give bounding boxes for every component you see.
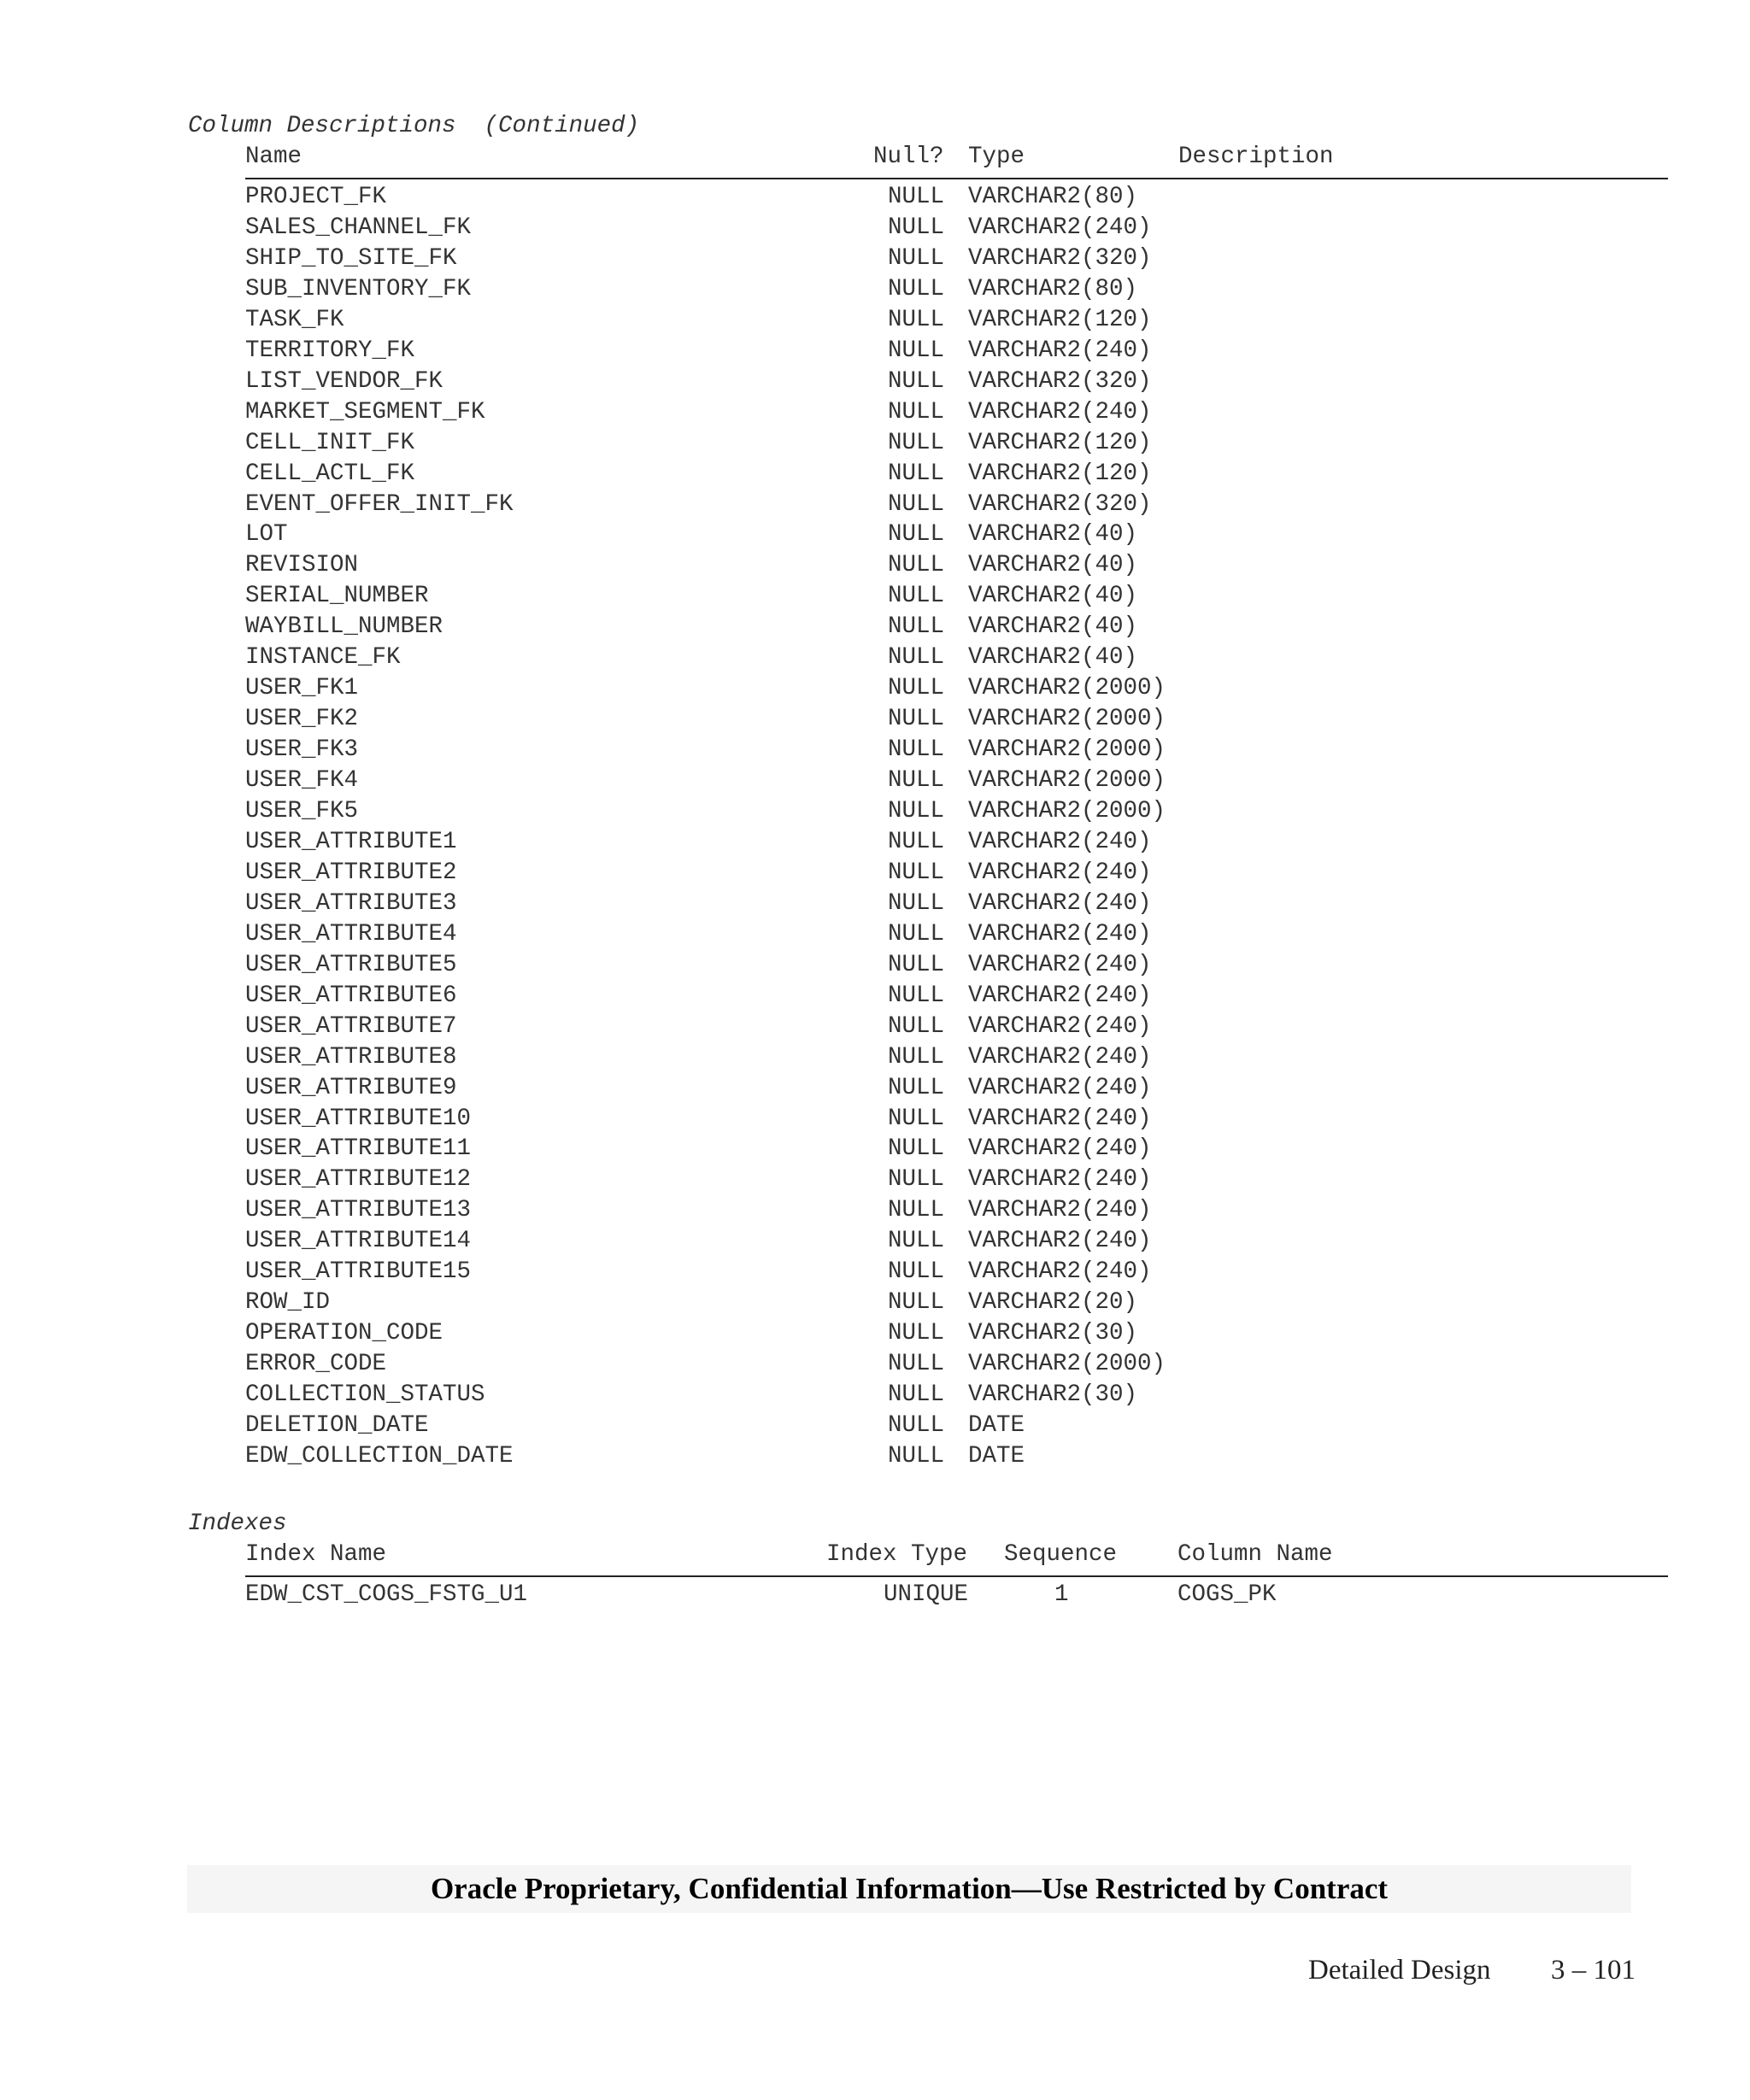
column-type-cell: VARCHAR2(320) bbox=[968, 367, 1152, 395]
column-null-cell: NULL bbox=[888, 767, 945, 795]
column-name-cell: USER_ATTRIBUTE2 bbox=[245, 859, 457, 886]
column-type-cell: VARCHAR2(240) bbox=[968, 1074, 1152, 1101]
table-row bbox=[0, 368, 1750, 399]
column-null-cell: NULL bbox=[888, 706, 945, 733]
confidential-banner bbox=[187, 1865, 1631, 1913]
column-type-cell: VARCHAR2(120) bbox=[968, 306, 1152, 333]
column-name-cell: SUB_INVENTORY_FK bbox=[245, 275, 472, 302]
table-row bbox=[0, 1044, 1750, 1075]
table-row bbox=[0, 184, 1750, 214]
column-null-cell: NULL bbox=[888, 429, 945, 456]
header-name: Name bbox=[245, 144, 302, 170]
column-name-cell: TERRITORY_FK bbox=[245, 337, 415, 364]
column-name-cell: USER_ATTRIBUTE3 bbox=[245, 889, 457, 917]
column-null-cell: NULL bbox=[888, 1381, 945, 1409]
column-type-cell: VARCHAR2(240) bbox=[968, 1228, 1152, 1255]
table-row bbox=[0, 921, 1750, 952]
column-name-cell: USER_FK3 bbox=[245, 736, 359, 764]
table-row bbox=[0, 767, 1750, 798]
column-type-cell: DATE bbox=[968, 1442, 1025, 1469]
table-row bbox=[0, 983, 1750, 1013]
column-type-cell: VARCHAR2(80) bbox=[968, 275, 1138, 302]
column-type-cell: VARCHAR2(2000) bbox=[968, 1351, 1166, 1378]
column-name-cell: LOT bbox=[245, 521, 288, 548]
column-type-cell: VARCHAR2(240) bbox=[968, 982, 1152, 1009]
table-row bbox=[0, 307, 1750, 337]
column-null-cell: NULL bbox=[888, 337, 945, 364]
table-row bbox=[0, 583, 1750, 613]
column-type-cell: DATE bbox=[968, 1412, 1025, 1439]
table-row bbox=[0, 952, 1750, 983]
column-name-cell: SHIP_TO_SITE_FK bbox=[245, 244, 457, 272]
table-row bbox=[0, 430, 1750, 460]
column-type-cell: VARCHAR2(320) bbox=[968, 490, 1152, 518]
table-row bbox=[0, 245, 1750, 276]
column-type-cell: VARCHAR2(240) bbox=[968, 859, 1152, 886]
column-type-cell: VARCHAR2(40) bbox=[968, 521, 1138, 548]
column-null-cell: NULL bbox=[888, 675, 945, 702]
column-name-cell: USER_ATTRIBUTE15 bbox=[245, 1258, 472, 1286]
column-name-cell: OPERATION_CODE bbox=[245, 1320, 443, 1347]
table-row bbox=[0, 798, 1750, 829]
column-type-cell: VARCHAR2(240) bbox=[968, 1105, 1152, 1132]
column-name-cell: USER_ATTRIBUTE12 bbox=[245, 1166, 472, 1194]
table-row bbox=[0, 1581, 1750, 1612]
column-null-cell: NULL bbox=[888, 583, 945, 610]
column-null-cell: NULL bbox=[888, 1412, 945, 1439]
column-name-cell: USER_FK2 bbox=[245, 706, 359, 733]
column-type-cell: VARCHAR2(240) bbox=[968, 920, 1152, 947]
column-name-cell: USER_ATTRIBUTE1 bbox=[245, 828, 457, 855]
table-row bbox=[0, 399, 1750, 430]
table-row bbox=[0, 829, 1750, 859]
column-type-cell: VARCHAR2(40) bbox=[968, 552, 1138, 579]
column-null-cell: NULL bbox=[888, 490, 945, 518]
column-null-cell: NULL bbox=[888, 828, 945, 855]
column-name-cell: USER_FK1 bbox=[245, 675, 359, 702]
column-descriptions-title: Column Descriptions (Continued) bbox=[188, 113, 640, 139]
table-row bbox=[0, 1258, 1750, 1289]
column-null-cell: NULL bbox=[888, 1320, 945, 1347]
column-name-cell: USER_ATTRIBUTE14 bbox=[245, 1228, 472, 1255]
table-row bbox=[0, 613, 1750, 644]
column-name-cell: USER_FK4 bbox=[245, 767, 359, 795]
column-type-cell: VARCHAR2(20) bbox=[968, 1289, 1138, 1317]
table-row bbox=[0, 337, 1750, 368]
index-type-cell: UNIQUE bbox=[884, 1581, 969, 1608]
column-type-cell: VARCHAR2(240) bbox=[968, 337, 1152, 364]
column-null-cell: NULL bbox=[888, 1228, 945, 1255]
column-type-cell: VARCHAR2(240) bbox=[968, 214, 1152, 241]
column-type-cell: VARCHAR2(120) bbox=[968, 460, 1152, 487]
column-type-cell: VARCHAR2(80) bbox=[968, 184, 1138, 210]
column-type-cell: VARCHAR2(40) bbox=[968, 583, 1138, 610]
index-sequence-cell: 1 bbox=[1054, 1581, 1069, 1608]
column-name-cell: LIST_VENDOR_FK bbox=[245, 367, 443, 395]
column-null-cell: NULL bbox=[888, 1074, 945, 1101]
table-row bbox=[0, 890, 1750, 921]
column-name-cell: USER_ATTRIBUTE10 bbox=[245, 1105, 472, 1132]
column-name-cell: USER_ATTRIBUTE5 bbox=[245, 951, 457, 978]
column-null-cell: NULL bbox=[888, 244, 945, 272]
column-type-cell: VARCHAR2(120) bbox=[968, 429, 1152, 456]
column-name-cell: ERROR_CODE bbox=[245, 1351, 387, 1378]
table-row bbox=[0, 1075, 1750, 1106]
column-type-cell: VARCHAR2(240) bbox=[968, 1258, 1152, 1286]
index-table-header bbox=[245, 1541, 1668, 1577]
column-null-cell: NULL bbox=[888, 951, 945, 978]
column-null-cell: NULL bbox=[888, 398, 945, 425]
column-name-cell: ROW_ID bbox=[245, 1289, 331, 1317]
column-name-cell: USER_ATTRIBUTE11 bbox=[245, 1135, 472, 1163]
header-column-name: Column Name bbox=[1177, 1541, 1333, 1568]
column-name-cell: USER_ATTRIBUTE7 bbox=[245, 1012, 457, 1040]
column-type-cell: VARCHAR2(240) bbox=[968, 1166, 1152, 1194]
column-null-cell: NULL bbox=[888, 1197, 945, 1224]
header-description: Description bbox=[1178, 144, 1334, 170]
table-row bbox=[0, 214, 1750, 245]
column-name-cell: INSTANCE_FK bbox=[245, 644, 401, 672]
table-row bbox=[0, 1197, 1750, 1228]
indexes-title: Indexes bbox=[188, 1510, 287, 1537]
column-type-cell: VARCHAR2(2000) bbox=[968, 798, 1166, 824]
column-null-cell: NULL bbox=[888, 521, 945, 548]
column-name-cell: COLLECTION_STATUS bbox=[245, 1381, 485, 1409]
column-null-cell: NULL bbox=[888, 1166, 945, 1194]
column-type-cell: VARCHAR2(2000) bbox=[968, 736, 1166, 764]
column-null-cell: NULL bbox=[888, 889, 945, 917]
table-row bbox=[0, 706, 1750, 736]
table-row bbox=[0, 491, 1750, 522]
table-row bbox=[0, 1106, 1750, 1136]
confidential-notice: Oracle Proprietary, Confidential Information––Use Restricted by Contract bbox=[430, 1872, 1389, 1905]
column-null-cell: NULL bbox=[888, 1135, 945, 1163]
column-name-cell: USER_ATTRIBUTE4 bbox=[245, 920, 457, 947]
column-type-cell: VARCHAR2(320) bbox=[968, 244, 1152, 272]
table-row bbox=[0, 736, 1750, 767]
column-type-cell: VARCHAR2(2000) bbox=[968, 767, 1166, 795]
header-type: Type bbox=[968, 144, 1025, 170]
column-null-cell: NULL bbox=[888, 1289, 945, 1317]
table-row bbox=[0, 1135, 1750, 1166]
column-null-cell: NULL bbox=[888, 184, 945, 210]
column-null-cell: NULL bbox=[888, 644, 945, 672]
column-null-cell: NULL bbox=[888, 613, 945, 641]
column-null-cell: NULL bbox=[888, 920, 945, 947]
table-row bbox=[0, 1443, 1750, 1474]
table-row bbox=[0, 675, 1750, 706]
column-type-cell: VARCHAR2(240) bbox=[968, 951, 1152, 978]
column-null-cell: NULL bbox=[888, 1105, 945, 1132]
table-row bbox=[0, 1351, 1750, 1381]
column-type-cell: VARCHAR2(240) bbox=[968, 398, 1152, 425]
column-name-cell: EDW_COLLECTION_DATE bbox=[245, 1442, 514, 1469]
column-name-cell: WAYBILL_NUMBER bbox=[245, 613, 443, 641]
column-null-cell: NULL bbox=[888, 275, 945, 302]
table-row bbox=[0, 1381, 1750, 1412]
table-row bbox=[0, 1228, 1750, 1258]
column-null-cell: NULL bbox=[888, 552, 945, 579]
column-null-cell: NULL bbox=[888, 982, 945, 1009]
column-type-cell: VARCHAR2(240) bbox=[968, 1197, 1152, 1224]
table-row bbox=[0, 552, 1750, 583]
column-null-cell: NULL bbox=[888, 798, 945, 824]
column-null-cell: NULL bbox=[888, 460, 945, 487]
column-name-cell: REVISION bbox=[245, 552, 359, 579]
column-type-cell: VARCHAR2(2000) bbox=[968, 675, 1166, 702]
column-type-cell: VARCHAR2(40) bbox=[968, 644, 1138, 672]
chapter-title: Detailed Design bbox=[1308, 1955, 1491, 1986]
column-name-cell: SALES_CHANNEL_FK bbox=[245, 214, 472, 241]
column-null-cell: NULL bbox=[888, 1012, 945, 1040]
column-null-cell: NULL bbox=[888, 1351, 945, 1378]
column-null-cell: NULL bbox=[888, 1258, 945, 1286]
column-name-cell: USER_ATTRIBUTE8 bbox=[245, 1043, 457, 1071]
index-name-cell: EDW_CST_COGS_FSTG_U1 bbox=[245, 1581, 528, 1608]
header-sequence: Sequence bbox=[1004, 1541, 1118, 1568]
table-row bbox=[0, 1412, 1750, 1443]
column-type-cell: VARCHAR2(30) bbox=[968, 1381, 1138, 1409]
column-name-cell: DELETION_DATE bbox=[245, 1412, 429, 1439]
column-type-cell: VARCHAR2(240) bbox=[968, 828, 1152, 855]
column-type-cell: VARCHAR2(240) bbox=[968, 889, 1152, 917]
table-row bbox=[0, 644, 1750, 675]
column-name-cell: USER_FK5 bbox=[245, 798, 359, 824]
column-table-header bbox=[245, 144, 1668, 179]
column-type-cell: VARCHAR2(2000) bbox=[968, 706, 1166, 733]
column-name-cell: SERIAL_NUMBER bbox=[245, 583, 429, 610]
column-null-cell: NULL bbox=[888, 214, 945, 241]
column-type-cell: VARCHAR2(240) bbox=[968, 1012, 1152, 1040]
column-name-cell: CELL_ACTL_FK bbox=[245, 460, 415, 487]
column-null-cell: NULL bbox=[888, 1442, 945, 1469]
column-name-cell: EVENT_OFFER_INIT_FK bbox=[245, 490, 514, 518]
column-name-cell: USER_ATTRIBUTE6 bbox=[245, 982, 457, 1009]
header-null: Null? bbox=[873, 144, 944, 170]
column-null-cell: NULL bbox=[888, 859, 945, 886]
table-row bbox=[0, 1166, 1750, 1197]
column-type-cell: VARCHAR2(240) bbox=[968, 1043, 1152, 1071]
table-row bbox=[0, 1013, 1750, 1044]
table-row bbox=[0, 276, 1750, 307]
column-name-cell: CELL_INIT_FK bbox=[245, 429, 415, 456]
column-name-cell: MARKET_SEGMENT_FK bbox=[245, 398, 485, 425]
table-row bbox=[0, 859, 1750, 890]
column-type-cell: VARCHAR2(240) bbox=[968, 1135, 1152, 1163]
page-number: 3 – 101 bbox=[1551, 1955, 1635, 1986]
column-null-cell: NULL bbox=[888, 1043, 945, 1071]
column-name-cell: PROJECT_FK bbox=[245, 184, 387, 210]
header-index-type: Index Type bbox=[826, 1541, 968, 1568]
table-row bbox=[0, 1289, 1750, 1320]
header-index-name: Index Name bbox=[245, 1541, 387, 1568]
table-row bbox=[0, 521, 1750, 552]
column-name-cell: USER_ATTRIBUTE13 bbox=[245, 1197, 472, 1224]
column-null-cell: NULL bbox=[888, 736, 945, 764]
column-name-cell: USER_ATTRIBUTE9 bbox=[245, 1074, 457, 1101]
index-column-cell: COGS_PK bbox=[1177, 1581, 1277, 1608]
column-name-cell: TASK_FK bbox=[245, 306, 344, 333]
column-type-cell: VARCHAR2(30) bbox=[968, 1320, 1138, 1347]
table-row bbox=[0, 460, 1750, 491]
column-null-cell: NULL bbox=[888, 367, 945, 395]
table-row bbox=[0, 1320, 1750, 1351]
column-null-cell: NULL bbox=[888, 306, 945, 333]
column-type-cell: VARCHAR2(40) bbox=[968, 613, 1138, 641]
